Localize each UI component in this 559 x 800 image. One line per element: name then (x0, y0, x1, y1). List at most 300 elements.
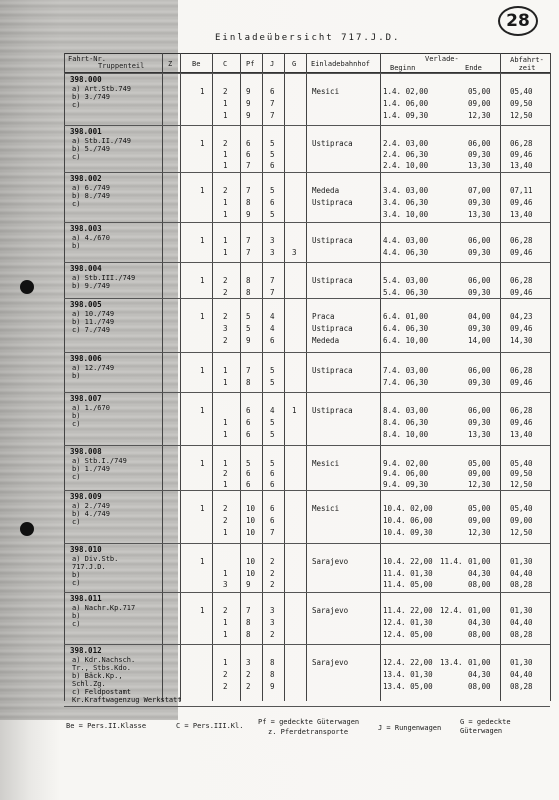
cell-c: 1 (223, 198, 228, 207)
cell-beginn: 9.4. 06,00 (383, 469, 429, 479)
truppenteil-entry: c) (72, 518, 81, 526)
legend-pf-note: z. Pferdetransporte (268, 728, 349, 736)
cell-j: 7 (270, 276, 275, 285)
truppenteil-entry: b) (72, 612, 81, 620)
cell-j: 5 (270, 186, 275, 195)
cell-c: 1 (223, 618, 228, 627)
cell-einladebahnhof: Ustipraca (312, 406, 353, 415)
table-bottom-rule (64, 706, 550, 707)
cell-ende: 04,30 (468, 618, 491, 627)
cell-einladebahnhof: Sarajevo (312, 606, 349, 615)
cell-pf: 2 (246, 682, 251, 691)
col-rule (306, 53, 307, 701)
cell-j: 2 (270, 568, 275, 578)
cell-c: 2 (223, 682, 228, 691)
truppenteil-entry: a) Stb.I./749 (72, 457, 127, 465)
header-be: Be (192, 60, 201, 68)
cell-c: 1 (223, 210, 228, 219)
fahrt-number: 398.009 (70, 492, 102, 501)
fahrt-number: 398.011 (70, 594, 102, 603)
cell-abfahrt: 09,50 (510, 469, 533, 479)
cell-j: 5 (270, 459, 275, 468)
fahrt-number: 398.003 (70, 224, 102, 233)
truppenteil-entry: c) (72, 579, 81, 587)
cell-be: 1 (200, 139, 205, 148)
cell-beginn: 10.4. 06,00 (383, 516, 433, 525)
cell-abfahrt: 04,40 (510, 568, 533, 578)
cell-beginn: 8.4. 10,00 (383, 430, 429, 439)
cell-c: 1 (223, 528, 228, 537)
cell-j: 5 (270, 430, 275, 439)
cell-c: 2 (223, 670, 228, 679)
cell-beginn: 2.4. 03,00 (383, 139, 429, 148)
cell-abfahrt: 06,28 (510, 406, 533, 415)
cell-c: 2 (223, 276, 228, 285)
cell-c: 1 (223, 418, 228, 427)
header-z: Z (168, 60, 173, 68)
cell-pf: 8 (246, 198, 251, 207)
truppenteil-entry: a) Kdr.Nachsch. (72, 656, 136, 664)
cell-pf: 7 (246, 236, 251, 245)
cell-j: 7 (270, 528, 275, 537)
cell-pf: 6 (246, 150, 251, 159)
cell-einladebahnhof: Mededa (312, 186, 340, 195)
cell-pf: 6 (246, 469, 251, 479)
truppenteil-entry: 717.J.D. (72, 563, 106, 571)
group-separator (64, 490, 550, 491)
cell-pf: 10 (246, 504, 256, 513)
cell-beginn: 13.4. 05,00 (383, 682, 433, 691)
col-rule (380, 53, 381, 701)
cell-ende: 12,30 (468, 479, 491, 489)
cell-ende: 05,00 (468, 504, 491, 513)
cell-beginn-next-day: 13.4. (440, 658, 463, 667)
fahrt-number: 398.007 (70, 394, 102, 403)
cell-pf: 6 (246, 479, 251, 489)
fahrt-number: 398.002 (70, 174, 102, 183)
cell-ende: 09,30 (468, 418, 491, 427)
truppenteil-entry: c) (72, 101, 81, 109)
cell-abfahrt: 04,40 (510, 618, 533, 627)
cell-j: 3 (270, 248, 275, 257)
cell-abfahrt: 08,28 (510, 682, 533, 691)
cell-pf: 8 (246, 276, 251, 285)
cell-pf: 6 (246, 430, 251, 439)
truppenteil-entry: b) 9./749 (72, 282, 110, 290)
legend-j: J = Rungenwagen (378, 724, 442, 732)
header-c: C (223, 60, 228, 68)
cell-c: 3 (223, 324, 228, 333)
cell-beginn: 9.4. 02,00 (383, 459, 429, 468)
cell-j: 2 (270, 580, 275, 590)
cell-ende: 09,30 (468, 378, 491, 387)
group-separator (64, 543, 550, 544)
cell-j: 4 (270, 406, 275, 415)
truppenteil-entry: a) 10./749 (72, 310, 115, 318)
cell-beginn: 11.4. 01,30 (383, 568, 433, 578)
cell-pf: 6 (246, 406, 251, 415)
cell-c: 1 (223, 99, 228, 108)
truppenteil-entry: a) 1./670 (72, 404, 110, 412)
cell-pf: 9 (246, 336, 251, 345)
cell-c: 2 (223, 288, 228, 297)
truppenteil-entry: c) (72, 473, 81, 481)
cell-beginn: 12.4. 01,30 (383, 618, 433, 627)
truppenteil-entry: b) 8./749 (72, 192, 110, 200)
cell-beginn: 6.4. 01,00 (383, 312, 429, 321)
cell-c: 1 (223, 479, 228, 489)
header-truppenteil: Truppenteil (98, 62, 145, 70)
cell-pf: 7 (246, 186, 251, 195)
cell-be: 1 (200, 406, 205, 415)
cell-einladebahnhof: Praca (312, 312, 335, 321)
cell-ende: 12,30 (468, 528, 491, 537)
cell-abfahrt: 07,11 (510, 186, 533, 195)
cell-abfahrt: 06,28 (510, 139, 533, 148)
col-rule (500, 53, 501, 701)
cell-c: 1 (223, 236, 228, 245)
cell-be: 1 (200, 276, 205, 285)
cell-pf: 10 (246, 528, 256, 537)
cell-beginn: 13.4. 01,30 (383, 670, 433, 679)
truppenteil-entry: c) (72, 153, 81, 161)
cell-beginn: 10.4. 22,00 (383, 557, 433, 566)
cell-be: 1 (200, 504, 205, 513)
header-ende: Ende (465, 64, 482, 72)
cell-c: 1 (223, 430, 228, 439)
cell-einladebahnhof: Mesici (312, 87, 340, 96)
group-separator (64, 262, 550, 263)
group-separator (64, 592, 550, 593)
col-rule (64, 53, 65, 701)
cell-ende: 05,00 (468, 87, 491, 96)
cell-j: 8 (270, 670, 275, 679)
cell-pf: 9 (246, 210, 251, 219)
cell-pf: 9 (246, 99, 251, 108)
fahrt-number: 398.010 (70, 545, 102, 554)
cell-einladebahnhof: Sarajevo (312, 557, 349, 566)
truppenteil-entry: a) Div.Stb. (72, 555, 119, 563)
group-separator (64, 73, 550, 74)
cell-j: 3 (270, 618, 275, 627)
cell-ende: 09,30 (468, 150, 491, 159)
header-top-rule (64, 53, 550, 54)
truppenteil-entry: b) Bäck.Kp., (72, 672, 123, 680)
truppenteil-entry: a) Stb.III./749 (72, 274, 136, 282)
cell-einladebahnhof: Ustipraca (312, 139, 353, 148)
cell-abfahrt: 06,28 (510, 276, 533, 285)
col-rule (162, 53, 163, 701)
cell-abfahrt: 13,40 (510, 161, 533, 170)
truppenteil-entry: a) Art.Stb.749 (72, 85, 132, 93)
cell-j: 7 (270, 288, 275, 297)
cell-abfahrt: 09,46 (510, 198, 533, 207)
cell-einladebahnhof: Ustipraca (312, 276, 353, 285)
cell-beginn: 12.4. 22,00 (383, 658, 433, 667)
group-separator (64, 125, 550, 126)
cell-be: 1 (200, 557, 205, 566)
cell-pf: 9 (246, 111, 251, 120)
cell-be: 1 (200, 236, 205, 245)
truppenteil-entry: b) (72, 242, 81, 250)
cell-c: 2 (223, 312, 228, 321)
cell-beginn: 1.4. 09,30 (383, 111, 429, 120)
cell-ende: 01,00 (468, 658, 491, 667)
cell-j: 5 (270, 366, 275, 375)
cell-abfahrt: 09,46 (510, 248, 533, 257)
header-j: J (270, 60, 275, 68)
cell-j: 4 (270, 312, 275, 321)
cell-einladebahnhof: Mesici (312, 459, 340, 468)
truppenteil-entry: b) (72, 571, 81, 579)
cell-abfahrt: 09,46 (510, 288, 533, 297)
cell-einladebahnhof: Mededa (312, 336, 340, 345)
cell-ende: 01,00 (468, 557, 491, 566)
cell-beginn: 9.4. 09,30 (383, 479, 429, 489)
truppenteil-entry: c) 7./749 (72, 326, 110, 334)
cell-beginn: 11.4. 22,00 (383, 606, 433, 615)
cell-einladebahnhof: Ustipraca (312, 366, 353, 375)
cell-abfahrt: 01,30 (510, 557, 533, 566)
truppenteil-entry: a) 2./749 (72, 502, 110, 510)
cell-c: 1 (223, 630, 228, 639)
header-abfahrt: Abfahrt-zeit (510, 56, 544, 72)
cell-j: 3 (270, 236, 275, 245)
cell-ende: 04,30 (468, 670, 491, 679)
cell-j: 5 (270, 210, 275, 219)
cell-abfahrt: 09,46 (510, 418, 533, 427)
cell-abfahrt: 14,30 (510, 336, 533, 345)
cell-beginn: 5.4. 03,00 (383, 276, 429, 285)
truppenteil-entry: c) (72, 620, 81, 628)
group-separator (64, 352, 550, 353)
cell-g: 3 (292, 248, 297, 257)
cell-beginn: 4.4. 03,00 (383, 236, 429, 245)
cell-abfahrt: 05,40 (510, 504, 533, 513)
cell-c: 1 (223, 366, 228, 375)
cell-ende: 14,00 (468, 336, 491, 345)
cell-ende: 09,30 (468, 248, 491, 257)
cell-j: 6 (270, 161, 275, 170)
cell-pf: 7 (246, 161, 251, 170)
cell-beginn: 3.4. 06,30 (383, 198, 429, 207)
cell-abfahrt: 09,50 (510, 99, 533, 108)
cell-j: 5 (270, 418, 275, 427)
truppenteil-entry: b) 3./749 (72, 93, 110, 101)
cell-abfahrt: 09,00 (510, 516, 533, 525)
fahrt-number: 398.001 (70, 127, 102, 136)
cell-ende: 13,30 (468, 430, 491, 439)
cell-j: 6 (270, 504, 275, 513)
cell-beginn: 6.4. 10,00 (383, 336, 429, 345)
cell-abfahrt: 05,40 (510, 87, 533, 96)
cell-beginn: 11.4. 05,00 (383, 580, 433, 590)
cell-c: 1 (223, 459, 228, 468)
cell-beginn: 3.4. 03,00 (383, 186, 429, 195)
cell-beginn: 5.4. 06,30 (383, 288, 429, 297)
cell-be: 1 (200, 459, 205, 468)
cell-j: 7 (270, 99, 275, 108)
cell-einladebahnhof: Mesici (312, 504, 340, 513)
cell-beginn-next-day: 11.4. (440, 557, 463, 566)
cell-pf: 5 (246, 312, 251, 321)
cell-einladebahnhof: Ustipraca (312, 198, 353, 207)
cell-beginn: 7.4. 03,00 (383, 366, 429, 375)
cell-be: 1 (200, 186, 205, 195)
cell-be: 1 (200, 312, 205, 321)
punch-hole (20, 522, 34, 536)
legend-g: G = gedeckte Güterwagen (460, 718, 511, 735)
cell-beginn: 4.4. 06,30 (383, 248, 429, 257)
cell-be: 1 (200, 606, 205, 615)
cell-ende: 07,00 (468, 186, 491, 195)
group-separator (64, 298, 550, 299)
cell-pf: 8 (246, 288, 251, 297)
cell-abfahrt: 01,30 (510, 606, 533, 615)
cell-j: 3 (270, 606, 275, 615)
truppenteil-entry: c) Feldpostamt (72, 688, 132, 696)
cell-j: 6 (270, 87, 275, 96)
cell-j: 6 (270, 336, 275, 345)
fahrt-number: 398.000 (70, 75, 102, 84)
cell-c: 1 (223, 658, 228, 667)
cell-pf: 7 (246, 248, 251, 257)
cell-beginn: 7.4. 06,30 (383, 378, 429, 387)
cell-ende: 05,00 (468, 459, 491, 468)
fahrt-number: 398.008 (70, 447, 102, 456)
cell-abfahrt: 08,28 (510, 630, 533, 639)
group-separator (64, 172, 550, 173)
truppenteil-entry: Tr., Stbs.Kdo. (72, 664, 132, 672)
cell-einladebahnhof: Sarajevo (312, 658, 349, 667)
truppenteil-entry: b) (72, 372, 81, 380)
cell-pf: 8 (246, 618, 251, 627)
cell-abfahrt: 13,40 (510, 430, 533, 439)
cell-ende: 06,00 (468, 236, 491, 245)
cell-j: 6 (270, 198, 275, 207)
cell-c: 1 (223, 378, 228, 387)
truppenteil-entry: c) (72, 200, 81, 208)
truppenteil-entry: Schl.Zg. (72, 680, 106, 688)
cell-pf: 6 (246, 418, 251, 427)
cell-abfahrt: 05,40 (510, 459, 533, 468)
cell-beginn: 1.4. 06,00 (383, 99, 429, 108)
cell-g: 1 (292, 406, 297, 415)
cell-einladebahnhof: Ustipraca (312, 236, 353, 245)
cell-j: 9 (270, 682, 275, 691)
cell-ende: 09,00 (468, 99, 491, 108)
fahrt-number: 398.006 (70, 354, 102, 363)
cell-j: 5 (270, 139, 275, 148)
col-rule (262, 53, 263, 701)
cell-j: 2 (270, 630, 275, 639)
group-separator (64, 392, 550, 393)
truppenteil-entry: c) (72, 420, 81, 428)
cell-ende: 08,00 (468, 580, 491, 590)
truppenteil-entry: b) 1./749 (72, 465, 110, 473)
cell-abfahrt: 06,28 (510, 366, 533, 375)
cell-pf: 2 (246, 670, 251, 679)
cell-c: 1 (223, 111, 228, 120)
cell-beginn: 8.4. 03,00 (383, 406, 429, 415)
cell-c: 1 (223, 568, 228, 578)
cell-beginn: 2.4. 06,30 (383, 150, 429, 159)
cell-c: 2 (223, 469, 228, 479)
cell-abfahrt: 01,30 (510, 658, 533, 667)
col-rule (284, 53, 285, 701)
cell-j: 5 (270, 378, 275, 387)
cell-ende: 06,00 (468, 366, 491, 375)
truppenteil-entry: a) 6./749 (72, 184, 110, 192)
cell-beginn-next-day: 12.4. (440, 606, 463, 615)
cell-c: 1 (223, 248, 228, 257)
cell-pf: 6 (246, 139, 251, 148)
truppenteil-entry: b) 5./749 (72, 145, 110, 153)
cell-ende: 13,30 (468, 210, 491, 219)
cell-pf: 8 (246, 378, 251, 387)
cell-pf: 5 (246, 459, 251, 468)
col-rule (180, 53, 181, 701)
header-g: G (292, 60, 297, 68)
truppenteil-entry: Kr.Kraftwagenzug Werkstatt (72, 696, 182, 704)
cell-ende: 09,30 (468, 324, 491, 333)
col-rule (240, 53, 241, 701)
cell-ende: 13,30 (468, 161, 491, 170)
cell-ende: 08,00 (468, 630, 491, 639)
cell-beginn: 12.4. 05,00 (383, 630, 433, 639)
cell-c: 2 (223, 516, 228, 525)
legend-be: Be = Pers.II.Klasse (66, 722, 147, 730)
col-rule (550, 53, 551, 701)
cell-be: 1 (200, 87, 205, 96)
cell-j: 6 (270, 479, 275, 489)
header-pf: Pf (246, 60, 255, 68)
cell-abfahrt: 12,50 (510, 111, 533, 120)
group-separator (64, 445, 550, 446)
cell-beginn: 10.4. 09,30 (383, 528, 433, 537)
cell-j: 2 (270, 557, 275, 566)
truppenteil-entry: b) 4./749 (72, 510, 110, 518)
cell-beginn: 1.4. 02,00 (383, 87, 429, 96)
fahrt-number: 398.012 (70, 646, 102, 655)
cell-be: 1 (200, 366, 205, 375)
header-fahrt-nr: Fahrt-Nr. (68, 55, 106, 63)
page-number: 28 (498, 6, 538, 36)
cell-ende: 08,00 (468, 682, 491, 691)
cell-ende: 09,00 (468, 469, 491, 479)
cell-ende: 06,00 (468, 139, 491, 148)
truppenteil-entry: a) Stb.II./749 (72, 137, 132, 145)
cell-einladebahnhof: Ustipraca (312, 324, 353, 333)
cell-c: 2 (223, 139, 228, 148)
cell-j: 6 (270, 516, 275, 525)
cell-pf: 10 (246, 568, 256, 578)
cell-ende: 09,30 (468, 288, 491, 297)
truppenteil-entry: a) 4./670 (72, 234, 110, 242)
truppenteil-entry: b) (72, 412, 81, 420)
cell-j: 7 (270, 111, 275, 120)
truppenteil-entry: b) 11./749 (72, 318, 115, 326)
cell-abfahrt: 12,50 (510, 528, 533, 537)
cell-pf: 9 (246, 580, 251, 590)
punch-hole (20, 280, 34, 294)
header-einladebahnhof: Einladebahnhof (311, 60, 371, 68)
cell-pf: 7 (246, 366, 251, 375)
cell-abfahrt: 09,46 (510, 150, 533, 159)
cell-abfahrt: 04,40 (510, 670, 533, 679)
fahrt-number: 398.005 (70, 300, 102, 309)
cell-abfahrt: 04,23 (510, 312, 533, 321)
